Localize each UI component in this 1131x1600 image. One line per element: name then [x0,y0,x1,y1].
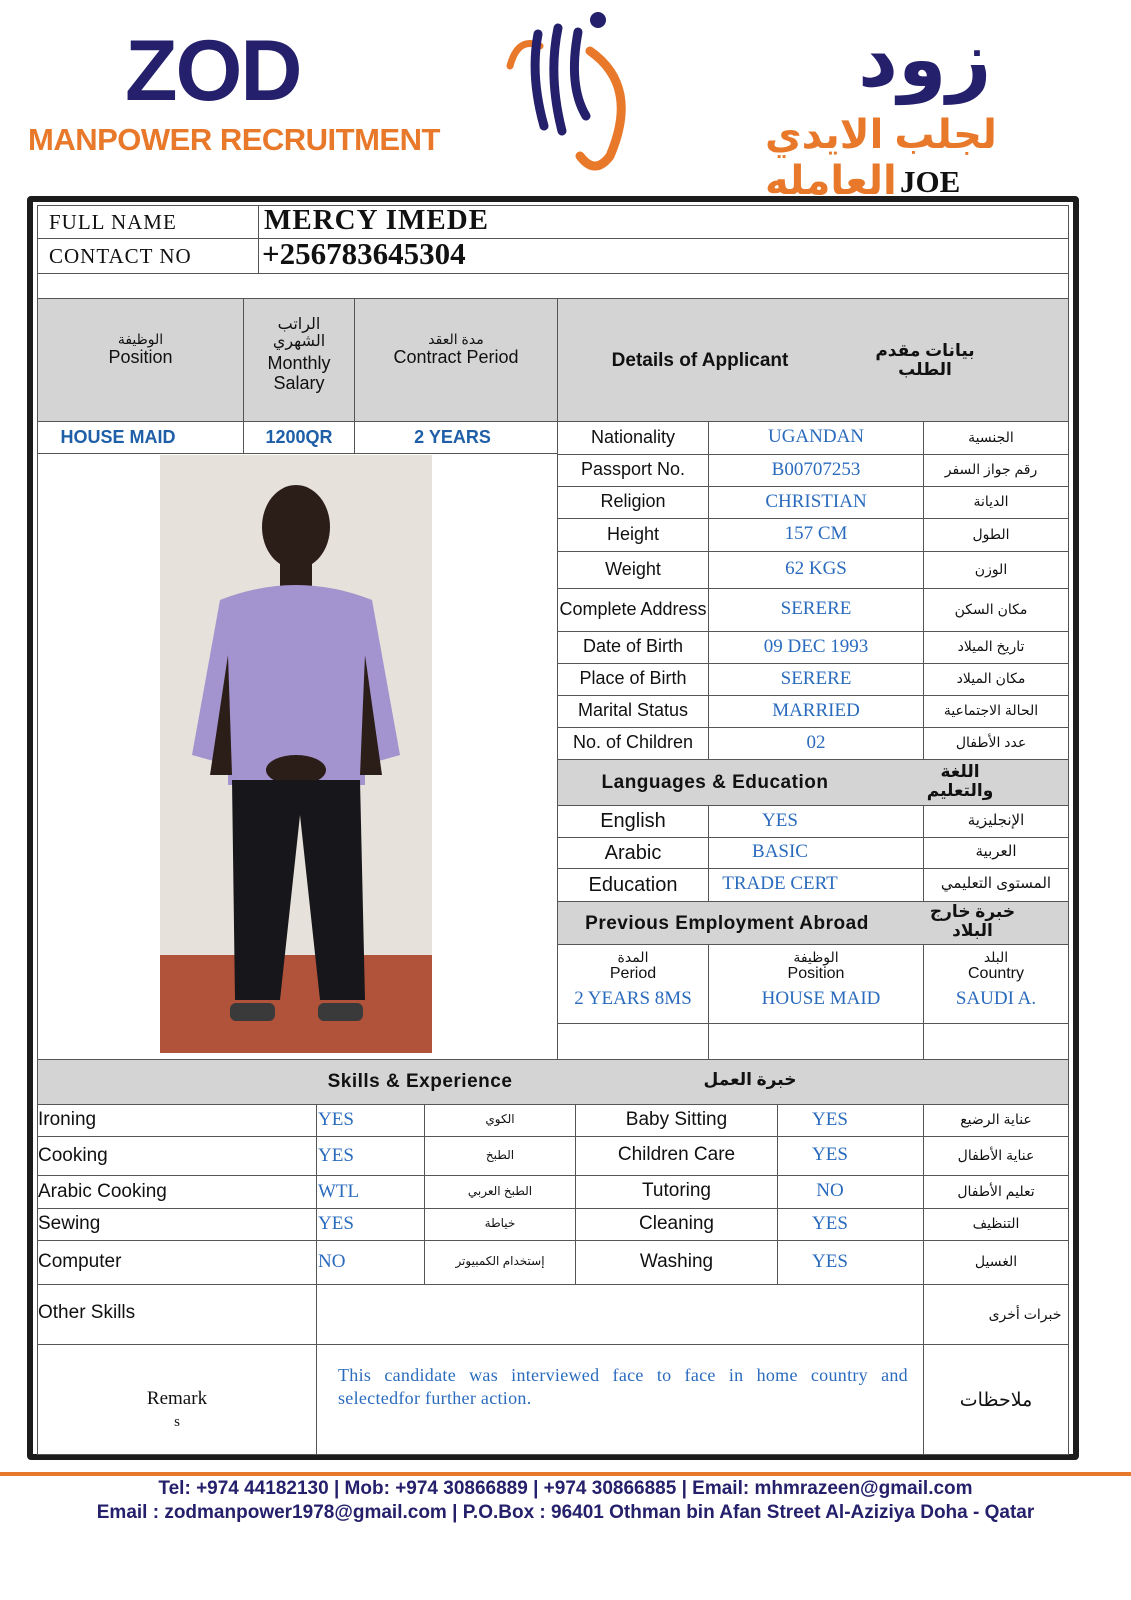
detail-value: UGANDAN [767,426,865,448]
skill-label: Arabic Cooking [38,1180,167,1202]
skill-label: Baby Sitting [625,1108,728,1130]
skill-label: Washing [639,1250,714,1272]
emp-period-value: 2 YEARS 8MS [574,987,692,1009]
detail-label: No. of Children [572,732,694,753]
position-value: HOUSE MAID [60,426,176,447]
skills-title: Skills & Experience [327,1070,513,1092]
skill-value: YES [812,1144,848,1166]
detail-value: B00707253 [771,458,861,480]
agent-name: JOE [900,164,961,199]
detail-label: Nationality [590,426,676,447]
detail-label: Place of Birth [579,668,687,689]
detail-value: 157 CM [784,523,848,545]
applicant-photo [160,455,432,1053]
detail-label-ar: عدد الأطفال [955,734,1027,751]
detail-label: Passport No. [580,459,686,480]
skill-value: YES [318,1213,354,1234]
brand-logo-text: ZOD [125,23,301,119]
emp-country-header: البلد Country [967,948,1025,982]
skill-value: WTL [318,1180,360,1202]
skill-label-ar: الغسيل [974,1253,1018,1270]
language-value: TRADE CERT [722,873,838,895]
skill-label-ar: الطبخ [485,1147,515,1162]
skill-label: Tutoring [642,1180,711,1202]
skill-label-ar: الطبخ العربي [467,1183,533,1198]
language-label: Arabic [604,841,662,864]
detail-label-ar: تاريخ الميلاد [957,638,1025,655]
skills-title-ar: خبرة العمل [703,1069,797,1089]
detail-value: SERERE [780,667,852,689]
detail-label-ar: الحالة الاجتماعية [943,702,1039,719]
other-skills-ar: خبرات أخرى [988,1306,1062,1323]
footer-divider [0,1472,1131,1476]
detail-value: 02 [806,731,826,753]
salary-value: 1200QR [265,426,333,447]
language-label: Education [588,873,678,896]
position-header: الوظيفة Position [108,331,173,367]
employment-title: Previous Employment Abroad [585,912,869,934]
brand-arabic-logo: زود [858,15,992,103]
detail-label-ar: مكان السكن [954,600,1028,617]
detail-label-ar: مكان الميلاد [956,670,1026,687]
detail-value: CHRISTIAN [765,490,867,512]
skill-value: YES [812,1212,848,1234]
detail-label-ar: الجنسية [968,428,1014,445]
detail-label: Complete Address [559,598,707,619]
skill-label: Children Care [617,1144,736,1166]
detail-value: MARRIED [772,699,860,721]
language-label-ar: العربية [975,843,1017,861]
languages-title-ar: اللغة والتعليم [926,762,994,800]
brand-subtitle: MANPOWER RECRUITMENT [28,122,440,157]
brand-emblem-icon [500,6,640,176]
detail-label: Weight [605,558,661,579]
contact-label: CONTACT NO [49,244,192,268]
skill-label: Cleaning [639,1212,714,1234]
salary-header: الراتب الشهري Monthly Salary [267,315,331,393]
language-label-ar: الإنجليزية [967,811,1025,829]
footer-contact-line: Tel: +974 44182130 | Mob: +974 30866889 | +974 30866885 | Email: mhmrazeen@gmail.com [158,1478,973,1499]
skill-label-ar: عناية الأطفال [957,1146,1035,1163]
skill-label: Computer [38,1251,122,1272]
details-title: Details of Applicant [611,349,789,371]
full-name-value: MERCY IMEDE [264,203,490,236]
skill-label: Cooking [38,1144,108,1166]
skill-label-ar: الكوي [485,1112,515,1127]
detail-label: Height [606,523,660,544]
remarks-ar: ملاحظات [959,1389,1033,1411]
skill-label: Ironing [38,1109,97,1130]
detail-value: 09 DEC 1993 [763,635,869,657]
detail-label-ar: الوزن [974,560,1008,577]
skill-value: NO [318,1251,346,1272]
employment-title-ar: خبرة خارج البلاد [929,902,1016,940]
emp-country-value: SAUDI A. [955,987,1037,1009]
emp-position-header: الوظيفة Position [787,948,845,982]
language-label: English [600,810,666,832]
full-name-label: FULL NAME [49,209,177,234]
contact-value: +256783645304 [262,236,466,271]
skill-value: YES [318,1109,354,1130]
detail-label-ar: الطول [972,525,1010,542]
language-value: YES [762,809,798,831]
detail-value: SERERE [780,598,852,620]
brand-arabic-subtitle: لجلب الايدي العامله [765,113,997,203]
detail-label: Marital Status [577,700,689,721]
skill-value: YES [812,1108,848,1130]
skill-value: YES [812,1250,848,1272]
detail-label: Religion [600,491,666,512]
detail-label-ar: رقم جواز السفر [944,461,1038,478]
skill-label-ar: خياطة [484,1216,516,1231]
details-title-ar: بيانات مقدم الطلب [875,341,975,379]
contract-header: مدة العقد Contract Period [393,331,519,367]
skill-label-ar: إستخدام الكمبيوتر [455,1254,545,1269]
other-skills-label: Other Skills [38,1302,136,1323]
skill-label-ar: تعليم الأطفال [957,1182,1035,1199]
remarks-label: Remark s [146,1388,208,1431]
skill-label: Sewing [38,1213,101,1234]
language-value: BASIC [752,841,808,863]
language-label-ar: المستوى التعليمي [940,875,1052,893]
emp-position-value: HOUSE MAID [761,987,881,1009]
skill-label-ar: عناية الرضيع [960,1111,1032,1128]
detail-value: 62 KGS [785,558,847,580]
languages-title: Languages & Education [601,771,829,793]
skill-label-ar: التنظيف [972,1215,1020,1232]
skill-value: NO [816,1180,844,1202]
contract-value: 2 YEARS [414,426,491,447]
skill-value: YES [318,1144,354,1166]
footer-address-line: Email : zodmanpower1978@gmail.com | P.O.Box : 96401 Othman bin Afan Street Al-Aziziya Doha - Qatar [96,1502,1035,1523]
detail-label: Date of Birth [582,636,684,657]
remarks-text: This candidate was interviewed face to face in home country and selectedfor further action. [338,1365,908,1408]
emp-period-header: المدة Period [609,948,657,982]
detail-label-ar: الديانة [973,493,1009,510]
skills-header [38,1060,1068,1104]
